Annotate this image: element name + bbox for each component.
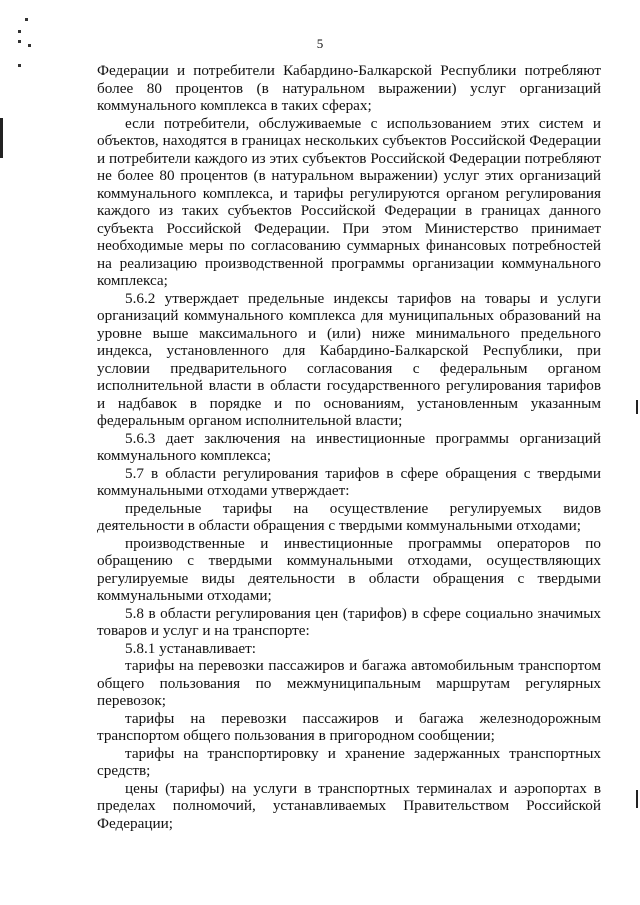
paragraph: производственные и инвестиционные программы операторов по обращению с твердыми коммунальными отходами, осуществляющих регулируемые виды деятельности в области обращения с твердыми коммунальными отходами; bbox=[97, 534, 601, 604]
paragraph: 5.8.1 устанавливает: bbox=[125, 639, 256, 657]
scan-artifact bbox=[18, 30, 21, 33]
page-number: 5 bbox=[316, 36, 324, 51]
paragraph: 5.8 в области регулирования цен (тарифов) в сфере социально значимых товаров и услуг и на транспорте: bbox=[97, 604, 601, 639]
paragraph: цены (тарифы) на услуги в транспортных терминалах и аэропортах в пределах полномочий, устанавливаемых Правительством Российской Федерации; bbox=[97, 779, 601, 832]
margin-mark bbox=[636, 400, 638, 414]
scan-artifact bbox=[18, 64, 21, 67]
paragraph: 5.7 в области регулирования тарифов в сфере обращения с твердыми коммунальными отходами утверждает: bbox=[97, 464, 601, 499]
paragraph: Федерации и потребители Кабардино-Балкарской Республики потребляют более 80 процентов (в натуральном выражении) услуг организаций коммунального комплекса в таких сферах; bbox=[97, 62, 601, 114]
margin-mark bbox=[0, 118, 3, 158]
scan-artifact bbox=[25, 18, 28, 21]
margin-mark bbox=[636, 790, 638, 808]
paragraph: 5.6.2 утверждает предельные индексы тарифов на товары и услуги организаций коммунального комплекса для муниципальных образований на уровне выше максимального и (или) ниже минимального предельного индекса, установленного для Кабардино-Балкарской Республики, при условии предварительного согласования с федеральным органом исполнительной власти в области государственного регулирования тарифов и надбавок в порядке и по основаниям, установленным указанным федеральным органом исполнительной власти; bbox=[97, 289, 601, 429]
paragraph: тарифы на перевозки пассажиров и багажа железнодорожным транспортом общего пользования в пригородном сообщении; bbox=[97, 709, 601, 744]
paragraph: 5.6.3 дает заключения на инвестиционные программы организаций коммунального комплекса; bbox=[97, 429, 601, 464]
paragraph: тарифы на транспортировку и хранение задержанных транспортных средств; bbox=[97, 744, 601, 779]
paragraph: предельные тарифы на осуществление регулируемых видов деятельности в области обращения с твердыми коммунальными отходами; bbox=[97, 499, 601, 534]
paragraph: тарифы на перевозки пассажиров и багажа автомобильным транспортом общего пользования по межмуниципальным маршрутам регулярных перевозок; bbox=[97, 657, 601, 709]
document-body bbox=[97, 62, 601, 832]
paragraph: если потребители, обслуживаемые с использованием этих систем и объектов, находятся в границах нескольких субъектов Российской Федерации и потребители каждого из этих субъектов Российской Федерации потребляют не более 80 процентов (в натуральном выражении) услуг этих организаций коммунального комплекса, и тарифы регулируются органом регулирования каждого из таких субъектов Российской Федерации в границах данного субъекта Российской Федерации. При этом Министерство принимает необходимые меры по согласованию суммарных финансовых потребностей на реализацию производственной программы организации коммунального комплекса; bbox=[97, 114, 601, 289]
